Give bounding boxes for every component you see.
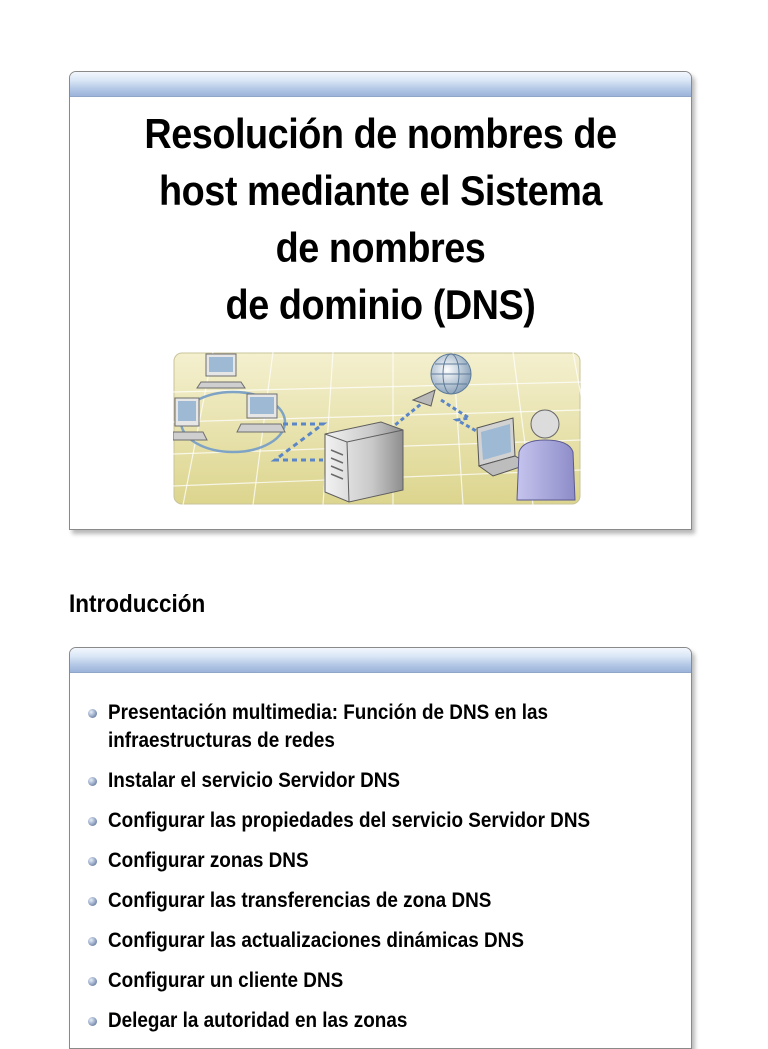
title-line: host mediante el Sistema (159, 167, 602, 214)
bullet-icon (88, 777, 97, 786)
title-line: de dominio (DNS) (225, 281, 536, 328)
list-item (88, 767, 668, 795)
slide-header-band (70, 72, 691, 97)
slide-header-band (70, 648, 691, 673)
list-item (88, 699, 668, 755)
section-heading: Introducción (69, 590, 206, 618)
server-icon (325, 422, 403, 502)
title-slide (69, 71, 692, 530)
list-item-text: Delegar la autoridad en las zonas (108, 1009, 408, 1032)
title-line: de nombres (275, 224, 486, 271)
list-item-text: Configurar un cliente DNS (108, 969, 344, 992)
network-illustration (173, 352, 581, 505)
agenda-slide (69, 647, 692, 1049)
bullet-icon (88, 857, 97, 866)
list-item (88, 807, 668, 835)
bullet-icon (88, 1017, 97, 1026)
list-item-text: Instalar el servicio Servidor DNS (108, 769, 401, 792)
list-item-text: Configurar zonas DNS (108, 849, 309, 872)
list-item-text: Configurar las actualizaciones dinámicas DNS (108, 929, 524, 952)
bullet-icon (88, 977, 97, 986)
list-item (88, 967, 668, 995)
list-item (88, 847, 668, 875)
bullet-icon (88, 937, 97, 946)
slide-title (101, 105, 660, 333)
list-item-text: Presentación multimedia: Función de DNS en las infraestructuras de redes (108, 701, 549, 752)
list-item (88, 927, 668, 955)
title-line: Resolución de nombres de (144, 110, 617, 157)
list-item-text: Configurar las transferencias de zona DNS (108, 889, 492, 912)
list-item (88, 887, 668, 915)
bullet-icon (88, 709, 97, 718)
bullet-icon (88, 897, 97, 906)
list-item (88, 1007, 668, 1035)
bullet-icon (88, 817, 97, 826)
agenda-list (88, 699, 668, 1047)
list-item-text: Configurar las propiedades del servicio Servidor DNS (108, 809, 591, 832)
